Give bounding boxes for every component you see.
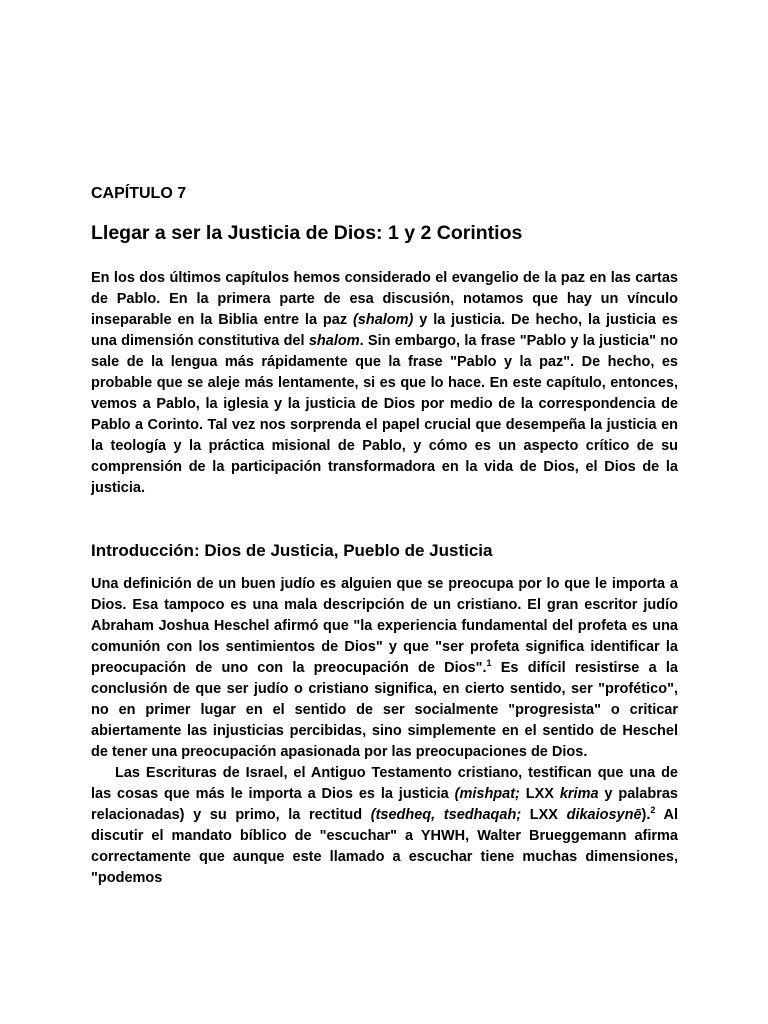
footnote-ref: 1 bbox=[486, 658, 492, 669]
intro-paragraph bbox=[91, 268, 678, 499]
body-text: Las Escrituras de Israel, el Antiguo Testamento cristiano, testifican que una de las cosas que más le importa a Dios es la justicia bbox=[91, 765, 678, 802]
body-text: LXX bbox=[519, 786, 560, 802]
chapter-title: Llegar a ser la Justicia de Dios: 1 y 2 Corintios bbox=[91, 222, 523, 244]
chapter-label: CAPÍTULO 7 bbox=[91, 185, 187, 202]
intro-text: . Sin embargo, la frase "Pablo y la justicia" no sale de la lengua más rápidamente que la frase "Pablo y la paz". De hecho, es probable que se aleje más lentamente, si es que lo hace. En este capítulo, entonces, vemos a Pablo, la iglesia y la justicia de Dios por medio de la correspondencia de Pablo a Corinto. Tal vez nos sorprenda el papel crucial que desempeña la justicia en la teología y la práctica misional de Pablo, y cómo es un aspecto crítico de su comprensión de la participación transformadora en la vida de Dios, el Dios de la justicia. bbox=[91, 333, 678, 496]
body-paragraph bbox=[91, 763, 678, 889]
body-text: LXX bbox=[521, 807, 567, 823]
italic-term: (mishpat; bbox=[454, 786, 520, 802]
italic-term: krima bbox=[559, 786, 599, 802]
italic-term: (tsedheq, tsedhaqah; bbox=[370, 807, 522, 823]
body-text: Una definición de un buen judío es alguien que se preocupa por lo que le importa a Dios. Esa tampoco es una mala descripción de un cristiano. El gran escritor judío Abraham Joshua Heschel afirmó que "la experiencia fundamental del profeta es una comunión con los sentimientos de Dios" y que "ser profeta significa identificar la preocupación de uno con la preocupación de Dios". bbox=[91, 576, 678, 676]
footnote-ref: 2 bbox=[650, 805, 656, 816]
body-paragraph bbox=[91, 574, 678, 763]
body-text: y palabras relacionadas) y su primo, la rectitud bbox=[91, 786, 678, 823]
intro-italic-shalom-paren: (shalom) bbox=[352, 312, 414, 328]
intro-text: En los dos últimos capítulos hemos considerado el evangelio de la paz en las cartas de Pablo. En la primera parte de esa discusión, notamos que hay un vínculo inseparable en la Biblia entre la paz bbox=[91, 270, 678, 328]
section-body bbox=[91, 574, 678, 889]
section-heading: Introducción: Dios de Justicia, Pueblo de Justicia bbox=[91, 541, 493, 560]
italic-term: dikaiosynē bbox=[566, 807, 642, 823]
intro-text: y la justicia. De hecho, la justicia es una dimensión constitutiva del bbox=[91, 312, 678, 349]
body-text: ). bbox=[641, 807, 651, 823]
body-text: Es difícil resistirse a la conclusión de que ser judío o cristiano significa, en cierto sentido, ser "profético", no en primer lugar en el sentido de ser socialmente "progresista" o criticar abiertamente las injusticias percibidas, sino simplemente en el sentido de Heschel de tener una preocupación apasionada por las preocupaciones de Dios. bbox=[91, 660, 678, 760]
intro-italic-shalom: shalom bbox=[308, 333, 360, 349]
body-text: Al discutir el mandato bíblico de "escuchar" a YHWH, Walter Brueggemann afirma correctamente que aunque este llamado a escuchar tiene muchas dimensiones, "podemos bbox=[91, 807, 678, 886]
